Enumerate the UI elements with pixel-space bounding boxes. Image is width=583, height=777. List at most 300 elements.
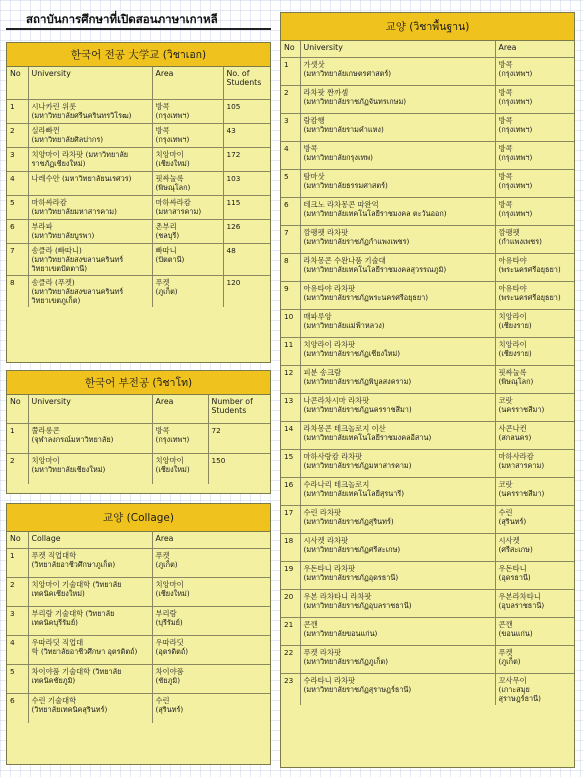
table-row [7,148,270,172]
area-cell [495,646,574,674]
area-cell [152,607,270,636]
institution-name-th: (มหาวิทยาลัยราชภัฏอุดรธานี) [303,573,399,582]
institution-cell [300,366,495,394]
area-cell [495,478,574,506]
student-count: 43 [223,124,270,148]
institution-name-th: เทคนิคเชียงใหม่) [31,589,85,598]
area-name-ko: 치앙마이 [155,580,184,589]
area-cell [495,86,574,114]
row-number: 3 [281,114,300,142]
table-row [7,276,270,308]
institution-cell [300,646,495,674]
area-name-ko: 시사켓 [498,536,520,545]
area-name-th: (ภูเก็ต) [155,287,178,296]
table-row [281,338,574,366]
area-name-th: (กำแพงเพชร) [498,237,542,246]
table-row [281,590,574,618]
institution-name-ko: 차이야품 기술대학 (วิทยาลัย [31,667,122,676]
area-cell [495,562,574,590]
area-name-ko: 마하싸라캄 [155,198,191,207]
table-row [281,618,574,646]
area-name-ko: 아유타야 [498,256,527,265]
institution-cell [28,276,152,308]
institution-name-th: (มหาวิทยาลัยสงขลานครินทร์ วิทยาเขตภูเก็ต) [31,287,124,305]
institution-cell [300,506,495,534]
area-name-th: (ภูเก็ต) [498,657,521,666]
area-name-ko: 푸켓 [155,278,170,287]
area-name-ko: 방콕 [498,200,513,209]
institution-name-ko: 송클라 (빠따니) [31,246,82,255]
area-cell [152,549,270,578]
table-row [281,310,574,338]
row-number: 16 [281,478,300,506]
institution-name-ko: 라차몽콘 테크놀로지 이산 [303,424,386,433]
area-name-th: (สุรินทร์) [498,517,527,526]
area-name-th: (กรุงเทพฯ) [498,125,533,134]
table-row [7,578,270,607]
institution-cell [300,58,495,86]
institution-cell [300,310,495,338]
area-name-th: (กรุงเทพฯ) [498,69,533,78]
area-cell [152,694,270,723]
area-name-ko: 깜팽펫 [498,228,520,237]
area-cell [495,282,574,310]
college-table [7,532,270,723]
area-name-th: (เกาะสมุย สุราษฎร์ธานี) [498,685,541,703]
row-number: 1 [7,549,28,578]
area-name-ko: 수린 [155,696,170,705]
institution-name-th: (มหาวิทยาลัยเทคโนโลยีสุรนารี) [303,489,405,498]
area-cell [152,276,223,308]
student-count: 72 [208,424,270,454]
institution-cell [300,478,495,506]
institution-name-ko: 방콕 [303,144,318,153]
institution-cell [28,607,152,636]
institution-name-ko: 수라타니 라차팟 [303,676,356,685]
row-number: 2 [7,124,28,148]
area-cell [495,142,574,170]
institution-name-ko: 푸켓 직업대학 [31,551,77,560]
institution-name-ko: 수린 기술대학 [31,696,77,705]
institution-cell [300,142,495,170]
institution-name-th: (วิทยาลัยเทคนิคสุรินทร์) [31,705,108,714]
area-name-ko: 콘깬 [498,620,513,629]
institution-cell [300,422,495,450]
student-count: 172 [223,148,270,172]
institution-name-ko: 실라빠껀 [31,126,60,135]
col-area: Area [152,532,270,549]
area-cell [495,170,574,198]
institution-cell [300,562,495,590]
area-name-th: (ชลบุรี) [155,231,180,240]
institution-name-ko: 우본 라차타니 라차팟 [303,592,372,601]
col-area: Area [495,41,574,58]
institution-name-th: (มหาวิทยาลัยเทคโนโลยีราชมงคลสุวรรณภูมิ) [303,265,447,274]
institution-name-th: (มหาวิทยาลัยราชภัฏสุราษฎร์ธานี) [303,685,412,694]
table-row [7,607,270,636]
area-name-th: (กรุงเทพฯ) [498,97,533,106]
area-name-th: (กรุงเทพฯ) [155,435,190,444]
institution-name-th: (มหาวิทยาลัยเกษตรศาสตร์) [303,69,392,78]
area-cell [495,58,574,86]
area-name-th: (กรุงเทพฯ) [498,209,533,218]
row-number: 4 [7,636,28,665]
area-name-ko: 방콕 [155,126,170,135]
area-name-ko: 빠따니 [155,246,177,255]
col-area: Area [152,67,223,100]
institution-name-ko: 치양라이 라차팟 [303,340,356,349]
area-cell [495,310,574,338]
col-students: No. of Students [223,67,270,100]
institution-name-th: (มหาวิทยาลัยราชภัฏกำแพงเพชร) [303,237,410,246]
table-row [281,86,574,114]
table-row [281,422,574,450]
area-name-ko: 코랏 [498,396,513,405]
area-cell [152,636,270,665]
institution-name-ko: 라차몽콘 수완나품 기술대 [303,256,386,265]
area-name-th: (เชียงราย) [498,349,532,358]
row-number: 14 [281,422,300,450]
student-count: 48 [223,244,270,276]
area-cell [152,124,223,148]
row-number: 9 [281,282,300,310]
institution-name-th: (มหาวิทยาลัยราชภัฏจันทรเกษม) [303,97,407,106]
area-name-ko: 부리람 [155,609,177,618]
row-number: 10 [281,310,300,338]
table-row [7,100,270,124]
area-name-ko: 치앙마이 [155,456,184,465]
row-number: 6 [281,198,300,226]
institution-name-ko: 피분 송크람 [303,368,342,377]
institution-name-ko: 마하싸라캄 [31,198,67,207]
row-number: 22 [281,646,300,674]
institution-cell [300,282,495,310]
area-name-th: (ภูเก็ต) [155,560,178,569]
area-name-th: (ศรีสะเกษ) [498,545,533,554]
table-row [7,124,270,148]
institution-name-ko: 푸켓 라차팟 [303,648,342,657]
institution-cell [28,124,152,148]
table-row [7,549,270,578]
area-name-ko: 핏싸눌록 [155,174,184,183]
area-name-th: (นครราชสีมา) [498,489,545,498]
table-row [7,244,270,276]
row-number: 8 [281,254,300,282]
area-name-th: (พิษณุโลก) [155,183,191,192]
area-cell [495,618,574,646]
area-name-ko: 아유타야 [498,284,527,293]
area-name-th: (กรุงเทพฯ) [498,153,533,162]
col-no: No [281,41,300,58]
major-header-row [7,67,270,100]
area-name-ko: 방콕 [498,172,513,181]
row-number: 3 [7,148,28,172]
area-name-th: (กรุงเทพฯ) [155,135,190,144]
area-name-th: (มหาสารคาม) [155,207,202,216]
area-cell [495,450,574,478]
area-name-th: (พิษณุโลก) [498,377,534,386]
college-header-row [7,532,270,549]
table-row [7,636,270,665]
institution-cell [300,86,495,114]
institution-cell [28,100,152,124]
institution-name-th: (มหาวิทยาลัยศิลปากร) [31,135,104,144]
institution-cell [28,665,152,694]
institution-cell [28,578,152,607]
institution-name-th: (มหาวิทยาลัยแม่ฟ้าหลวง) [303,321,385,330]
area-name-th: (เชียงใหม่) [155,589,190,598]
area-name-ko: 방콕 [155,426,170,435]
area-cell [152,578,270,607]
basic-header: 교양 (วิชาพื้นฐาน) [281,13,574,41]
row-number: 11 [281,338,300,366]
row-number: 8 [7,276,28,308]
institution-name-th: (มหาวิทยาลัยราชภัฏนครราชสีมา) [303,405,412,414]
institution-name-th: (มหาวิทยาลัยราชภัฏเชียงใหม่) [303,349,401,358]
table-row [281,478,574,506]
row-number: 13 [281,394,300,422]
institution-cell [28,148,152,172]
area-cell [152,454,208,484]
table-row [7,665,270,694]
institution-cell [300,198,495,226]
institution-name-ko: 테크노 라차몽콘 따완억 [303,200,379,209]
area-cell [495,114,574,142]
institution-name-th: (มหาวิทยาลัยรามคำแหง) [303,125,384,134]
institution-cell [28,636,152,665]
row-number: 5 [281,170,300,198]
row-number: 7 [281,226,300,254]
area-name-ko: 푸켓 [155,551,170,560]
institution-cell [300,674,495,706]
area-name-ko: 우본라차타니 [498,592,541,601]
area-name-th: (อุบลราชธานี) [498,601,545,610]
area-cell [152,424,208,454]
area-cell [495,422,574,450]
institution-cell [300,254,495,282]
row-number: 19 [281,562,300,590]
area-name-th: (พระนครศรีอยุธยา) [498,265,561,274]
table-row [7,694,270,723]
area-cell [152,100,223,124]
major-header: 한국어 전공 大学교 (วิชาเอก) [7,43,270,67]
table-row [7,220,270,244]
institution-cell [300,226,495,254]
institution-name-ko: 수린 라차팟 [303,508,342,517]
institution-cell [300,170,495,198]
area-name-th: (สกลนคร) [498,433,532,442]
row-number: 17 [281,506,300,534]
institution-name-th: (มหาวิทยาลัยเทคโนโลยีราชมงคลอีสาน) [303,433,432,442]
area-name-th: (กรุงเทพฯ) [498,181,533,190]
institution-name-th: (มหาวิทยาลัยธรรมศาสตร์) [303,181,388,190]
institution-name-th: (มหาวิทยาลัยบูรพา) [31,231,95,240]
institution-name-ko: 나레수안 (มหาวิทยาลัยนเรศวร) [31,174,132,183]
table-row [281,674,574,706]
area-name-ko: 촌부리 [155,222,177,231]
table-row [7,196,270,220]
area-cell [495,506,574,534]
area-name-ko: 우따라딧 [155,638,184,647]
table-row [281,534,574,562]
institution-name-ko: 수라나리 테크놀로지 [303,480,370,489]
area-name-th: (พระนครศรีอยุธยา) [498,293,561,302]
row-number: 2 [7,578,28,607]
institution-name-ko: 부리람 기술대학 (วิทยาลัย [31,609,115,618]
institution-name-th: (มหาวิทยาลัยมหาสารคาม) [31,207,117,216]
institution-name-ko: 탐마삿 [303,172,325,181]
institution-cell [28,244,152,276]
institution-name-ko: 라차팟 짠까셈 [303,88,349,97]
area-name-th: (นครราชสีมา) [498,405,545,414]
row-number: 18 [281,534,300,562]
table-row [281,170,574,198]
col-no: No [7,395,28,424]
row-number: 21 [281,618,300,646]
student-count: 103 [223,172,270,196]
student-count: 115 [223,196,270,220]
row-number: 2 [281,86,300,114]
area-name-ko: 수린 [498,508,513,517]
row-number: 6 [7,694,28,723]
student-count: 126 [223,220,270,244]
institution-name-ko: 콘깬 [303,620,318,629]
minor-header: 한국어 부전공 (วิชาโท) [7,371,270,395]
institution-name-th: (มหาวิทยาลัยราชภัฏสุรินทร์) [303,517,394,526]
institution-name-th: (มหาวิทยาลัยกรุงเทพ) [303,153,373,162]
institution-name-ko: 쭐라롱콘 [31,426,60,435]
row-number: 1 [7,424,28,454]
institution-name-th: 학 (วิทยาลัยอาชีวศึกษา อุตรดิตถ์) [31,647,138,656]
area-name-ko: 방콕 [498,88,513,97]
table-row [281,114,574,142]
area-cell [495,366,574,394]
institution-name-ko: 깜팽펫 라차팟 [303,228,349,237]
area-name-ko: 방콕 [498,60,513,69]
table-row [281,254,574,282]
area-name-th: (บุรีรัมย์) [155,618,183,627]
institution-name-ko: 나콘라차시마 라차팟 [303,396,370,405]
row-number: 3 [7,607,28,636]
institution-name-ko: 부라파 [31,222,53,231]
row-number: 1 [7,100,28,124]
institution-name-th: ราชภัฏเชียงใหม่) [31,159,86,168]
minor-header-row [7,395,270,424]
area-cell [495,254,574,282]
institution-name-ko: 치양마이 라차팟 (มหาวิทยาลัย [31,150,129,159]
institution-cell [28,196,152,220]
row-number: 2 [7,454,28,484]
col-university: University [28,395,152,424]
area-cell [495,674,574,706]
institution-name-ko: 치앙마이 [31,456,60,465]
institution-name-ko: 우돈타니 라차팟 [303,564,356,573]
institution-cell [300,394,495,422]
area-cell [495,394,574,422]
institution-cell [28,454,152,484]
table-row [7,454,270,484]
row-number: 5 [7,196,28,220]
institution-name-ko: 우따라딧 직업대 [31,638,84,647]
area-cell [152,220,223,244]
institution-name-th: (มหาวิทยาลัยเชียงใหม่) [31,465,106,474]
col-students: Number of Students [208,395,270,424]
col-area: Area [152,395,208,424]
area-cell [152,196,223,220]
area-name-ko: 꼬사무이 [498,676,527,685]
row-number: 5 [7,665,28,694]
institution-name-ko: 가셋삿 [303,60,325,69]
area-name-th: (ชัยภูมิ) [155,676,181,685]
area-cell [495,590,574,618]
area-name-ko: 치앙라이 [498,312,527,321]
col-no: No [7,532,28,549]
area-name-ko: 치앙라이 [498,340,527,349]
institution-name-th: (มหาวิทยาลัยราชภัฏภูเก็ต) [303,657,389,666]
area-name-th: (เชียงราย) [498,321,532,330]
institution-name-ko: 시사켓 라차팟 [303,536,349,545]
area-name-ko: 우돈타니 [498,564,527,573]
institution-cell [300,114,495,142]
table-row [7,172,270,196]
institution-name-th: (มหาวิทยาลัยราชภัฏมหาสารคาม) [303,461,412,470]
institution-cell [28,549,152,578]
row-number: 1 [281,58,300,86]
institution-name-th: (มหาวิทยาลัยราชภัฏศรีสะเกษ) [303,545,401,554]
minor-panel [6,370,271,494]
table-row [281,198,574,226]
institution-name-th: (วิทยาลัยอาชีวศึกษาภูเก็ต) [31,560,116,569]
table-row [281,282,574,310]
area-cell [152,172,223,196]
table-row [281,366,574,394]
institution-name-th: (จุฬาลงกรณ์มหาวิทยาลัย) [31,435,114,444]
area-name-ko: 차이야품 [155,667,184,676]
table-row [281,506,574,534]
institution-cell [300,338,495,366]
institution-cell [300,590,495,618]
institution-cell [300,450,495,478]
area-name-th: (สุรินทร์) [155,705,184,714]
col-collage: Collage [28,532,152,549]
institution-name-ko: 아유타야 라차팟 [303,284,356,293]
student-count: 120 [223,276,270,308]
area-name-ko: 방콕 [498,144,513,153]
institution-name-ko: 매파루앙 [303,312,332,321]
page-title: สถาบันการศึกษาที่เปิดสอนภาษาเกาหลี [6,8,271,30]
major-panel [6,42,271,363]
institution-name-th: เทคนิคชัยภูมิ) [31,676,76,685]
row-number: 15 [281,450,300,478]
area-name-ko: 방콕 [155,102,170,111]
area-name-ko: 핏싸눌록 [498,368,527,377]
row-number: 6 [7,220,28,244]
table-row [281,562,574,590]
institution-cell [28,694,152,723]
college-header: 교양 (Collage) [7,504,270,532]
row-number: 12 [281,366,300,394]
institution-name-ko: 송클라 (푸켓) [31,278,75,287]
area-name-th: (เชียงใหม่) [155,159,190,168]
row-number: 23 [281,674,300,706]
area-name-ko: 푸켓 [498,648,513,657]
table-row [281,226,574,254]
institution-name-th: (มหาวิทยาลัยขอนแก่น) [303,629,378,638]
basic-header-row [281,41,574,58]
area-cell [495,198,574,226]
area-name-ko: 코랏 [498,480,513,489]
area-name-th: (อุดรธานี) [498,573,531,582]
